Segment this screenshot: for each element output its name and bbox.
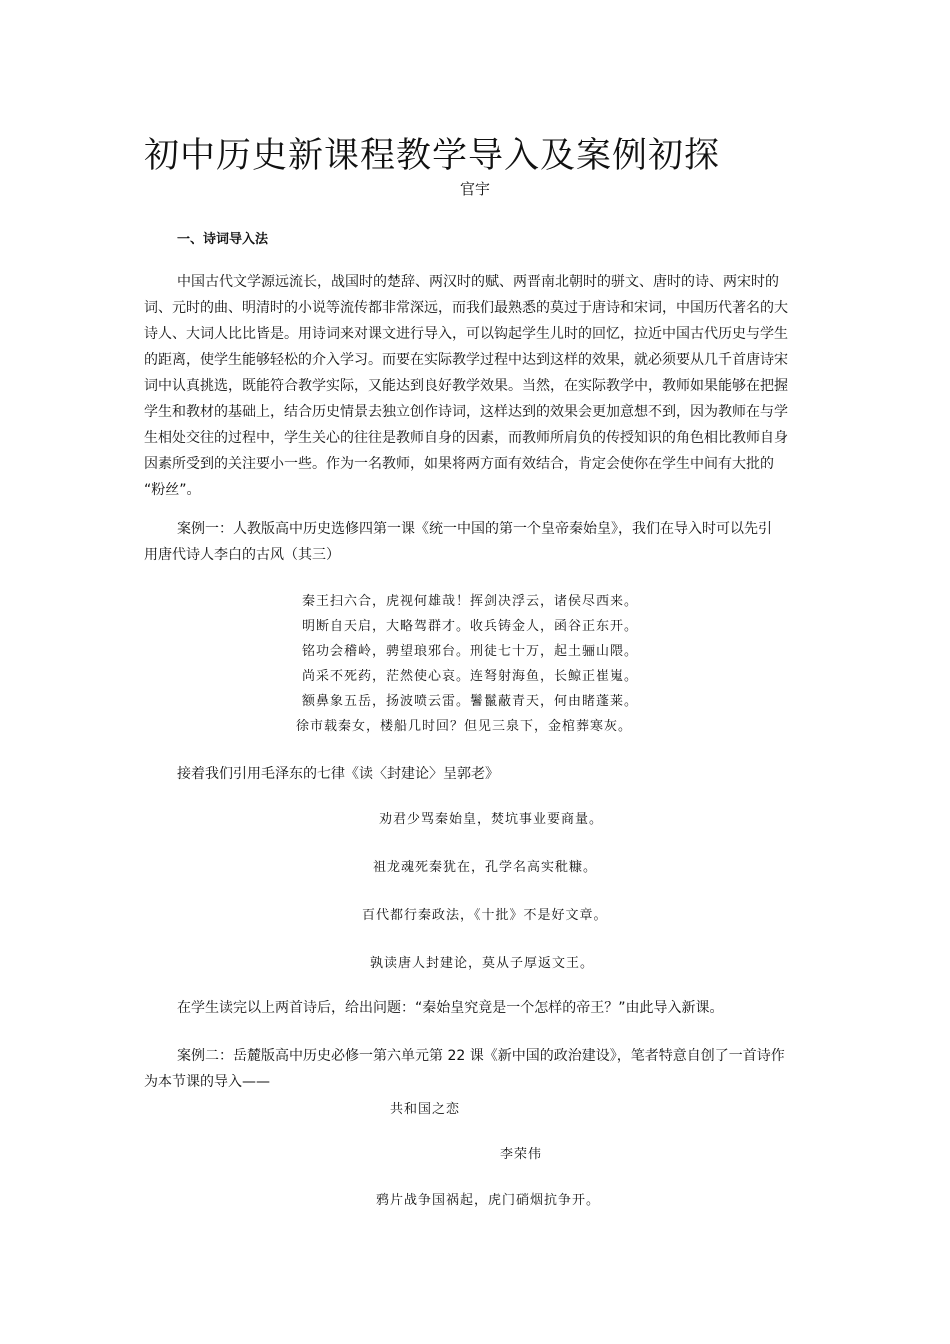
poem-line: 尚采不死药，茫然使心哀。连弩射海鱼，长鲸正崔嵬。 [302, 669, 639, 684]
intro-paragraph [144, 269, 809, 503]
poem-line: 孰读唐人封建论，莫从子厚返文王。 [370, 956, 595, 971]
paragraph-line: 词、元时的曲、明清时的小说等流传都非常深远，而我们最熟悉的莫过于唐诗和宋词，中国历代著名的大 [144, 300, 788, 316]
case1-paragraph [144, 516, 809, 568]
poem-line: 祖龙魂死秦犹在，孔学名高实秕糠。 [373, 860, 598, 875]
paragraph-line: 因素所受到的关注要小一些。作为一名教师，如果将两方面有效结合，肯定会使你在学生中间有大批的 [144, 456, 774, 472]
section-heading: 一、诗词导入法 [177, 232, 269, 247]
poem-line: 铭功会稽岭，骋望琅邪台。刑徒七十万，起土骊山隈。 [302, 644, 639, 659]
paragraph-line: 诗人、大词人比比皆是。用诗词来对课文进行导入，可以钩起学生儿时的回忆，拉近中国古代历史与学生 [144, 326, 788, 342]
question-text: 在学生读完以上两首诗后，给出问题：“秦始皇究竟是一个怎样的帝王？”由此导入新课。 [177, 1000, 724, 1016]
poem-line: 额鼻象五岳，扬波喷云雷。鬐鬣蔽青天，何由睹蓬莱。 [302, 694, 639, 709]
paragraph-line: 的距离，使学生能够轻松的介入学习。而要在实际教学过程中达到这样的效果，就必须要从几千首唐诗宋 [144, 352, 788, 368]
poem-author: 李荣伟 [500, 1147, 543, 1162]
paragraph-line: 学生和教材的基础上，结合历史情景去独立创作诗词，这样达到的效果会更加意想不到，因为教师在与学 [144, 404, 788, 420]
poem-line: 徐市载秦女，楼船几时回？但见三泉下，金棺葬寒灰。 [296, 719, 633, 734]
paragraph-line: 词中认真挑选，既能符合教学实际，又能达到良好教学效果。当然，在实际教学中，教师如果能够在把握 [144, 378, 788, 394]
paragraph-line: 生相处交往的过程中，学生关心的往往是教师自身的因素，而教师所肩负的传授知识的角色相比教师自身 [144, 430, 788, 446]
case2-paragraph [144, 1043, 809, 1095]
poem-line: 劝君少骂秦始皇，焚坑事业要商量。 [379, 812, 604, 827]
author-name: 官宇 [460, 180, 491, 198]
document-title: 初中历史新课程教学导入及案例初探 [144, 136, 721, 176]
poem-line: 百代都行秦政法，《十批》不是好文章。 [362, 908, 608, 923]
paragraph-line: “粉丝”。 [144, 482, 201, 498]
transition-text: 接着我们引用毛泽东的七律《读〈封建论〉呈郭老》 [177, 766, 499, 782]
poem-title: 共和国之恋 [390, 1102, 461, 1117]
paragraph-line: 案例二：岳麓版高中历史必修一第六单元第 22 课《新中国的政治建设》，笔者特意自创了一首诗作 [177, 1048, 785, 1064]
poem-line: 明断自天启，大略驾群才。收兵铸金人，函谷正东开。 [302, 619, 639, 634]
paragraph-line: 案例一：人教版高中历史选修四第一课《统一中国的第一个皇帝秦始皇》，我们在导入时可以先引 [177, 521, 772, 537]
poem-line: 秦王扫六合，虎视何雄哉！挥剑决浮云，诸侯尽西来。 [302, 594, 639, 609]
paragraph-line: 用唐代诗人李白的古风（其三） [144, 547, 340, 563]
poem-line: 鸦片战争国祸起，虎门硝烟抗争开。 [376, 1193, 601, 1208]
paragraph-line: 为本节课的导入—— [144, 1074, 270, 1090]
paragraph-line: 中国古代文学源远流长，战国时的楚辞、两汉时的赋、两晋南北朝时的骈文、唐时的诗、两宋时的 [177, 274, 779, 290]
